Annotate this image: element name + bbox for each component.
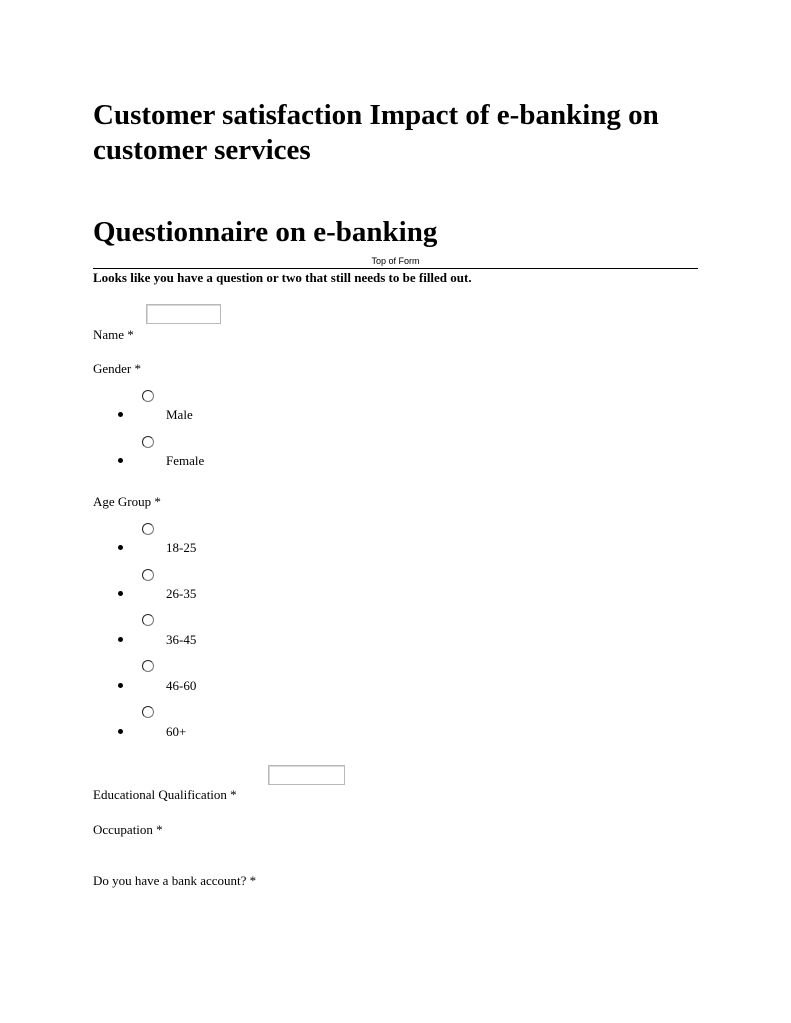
validation-warning: Looks like you have a question or two that still needs to be filled out. bbox=[93, 270, 472, 285]
top-of-form-marker: Top of Form bbox=[93, 256, 698, 269]
gender-option-label: Male bbox=[166, 407, 193, 422]
age-36-45-radio[interactable] bbox=[142, 614, 154, 626]
gender-option-label: Female bbox=[166, 453, 205, 468]
age-option-label: 46-60 bbox=[166, 678, 197, 693]
list-bullet bbox=[118, 683, 123, 688]
age-46-60-radio[interactable] bbox=[142, 660, 154, 672]
list-bullet bbox=[118, 591, 123, 596]
age-option-label: 26-35 bbox=[166, 586, 197, 601]
list-bullet bbox=[118, 637, 123, 642]
age-option-label: 60+ bbox=[166, 724, 187, 739]
list-bullet bbox=[118, 412, 123, 417]
name-label: Name * bbox=[93, 327, 134, 342]
gender-label: Gender * bbox=[93, 361, 142, 376]
education-label: Educational Qualification * bbox=[93, 787, 237, 802]
education-input[interactable] bbox=[268, 765, 345, 785]
name-input[interactable] bbox=[146, 304, 221, 324]
list-bullet bbox=[118, 729, 123, 734]
document-title: Customer satisfaction Impact of e-banking on customer services bbox=[93, 99, 659, 166]
age-option-label: 18-25 bbox=[166, 540, 197, 555]
age-18-25-radio[interactable] bbox=[142, 523, 154, 535]
occupation-label: Occupation * bbox=[93, 822, 163, 837]
gender-male-radio[interactable] bbox=[142, 390, 154, 402]
age-60-plus-radio[interactable] bbox=[142, 706, 154, 718]
questionnaire-heading: Questionnaire on e-banking bbox=[93, 216, 438, 248]
bank-account-label: Do you have a bank account? * bbox=[93, 873, 257, 888]
age-group-label: Age Group * bbox=[93, 494, 161, 509]
list-bullet bbox=[118, 545, 123, 550]
gender-female-radio[interactable] bbox=[142, 436, 154, 448]
age-option-label: 36-45 bbox=[166, 632, 197, 647]
age-26-35-radio[interactable] bbox=[142, 569, 154, 581]
list-bullet bbox=[118, 458, 123, 463]
